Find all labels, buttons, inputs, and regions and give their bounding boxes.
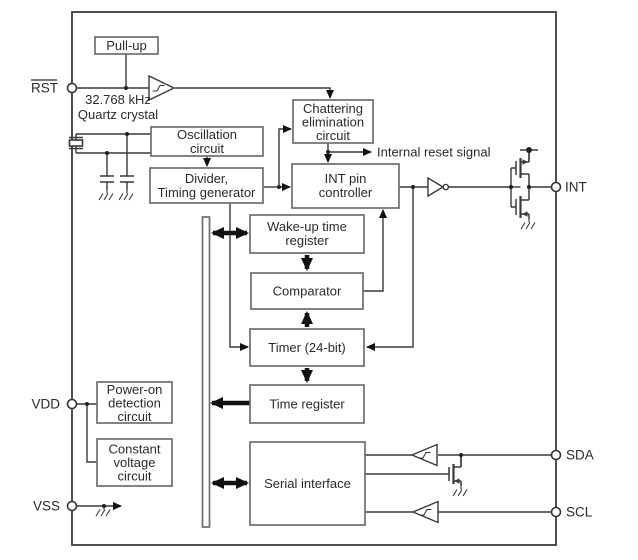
divider-label-2: Timing generator <box>157 185 256 200</box>
wakeup-label-2: register <box>285 233 329 248</box>
wakeup-label-1: Wake-up time <box>267 219 347 234</box>
block-time-register <box>250 385 364 423</box>
block-wakeup-time-register <box>250 215 364 253</box>
oscillation-label-2: circuit <box>190 141 224 156</box>
pin-rst <box>31 80 77 96</box>
crystal-name-label: Quartz crystal <box>77 107 159 122</box>
oscillation-label-1: Oscillation <box>177 127 237 142</box>
ground-icon <box>453 486 467 496</box>
block-oscillation-circuit <box>151 127 263 156</box>
rst-pin-label: RST <box>31 80 58 96</box>
internal-reset-signal-label: Internal reset signal <box>377 144 491 160</box>
constant-voltage-label-1: Constant <box>108 441 161 457</box>
pin-vss <box>33 499 77 514</box>
power-on-label-2: detection <box>108 395 161 411</box>
crystal-frequency-label: 32.768 kHz <box>85 92 151 107</box>
nmos-transistor-icon <box>511 187 529 219</box>
pin-scl <box>552 505 593 520</box>
int-output-cmos-stage <box>511 150 535 229</box>
sda-open-drain-nmos-icon <box>449 455 467 496</box>
block-divider-timing-generator <box>150 168 263 203</box>
pmos-transistor-icon <box>511 150 529 187</box>
block-power-on-detection <box>97 382 172 424</box>
int-controller-label-1: INT pin <box>324 171 367 186</box>
int-pin-label: INT <box>565 179 587 195</box>
rst-schmitt-buffer-icon <box>149 76 174 100</box>
output-inverter-icon <box>428 178 448 196</box>
scl-pin-label: SCL <box>566 504 593 520</box>
time-register-label: Time register <box>269 396 345 412</box>
scl-input-buffer-icon <box>413 502 438 523</box>
chattering-label-2: elimination <box>301 114 365 130</box>
block-int-pin-controller <box>292 164 399 208</box>
divider-label-1: Divider, <box>184 171 229 186</box>
sda-input-buffer-icon <box>412 445 437 466</box>
ground-icon <box>521 219 535 229</box>
ground-icon <box>119 190 133 200</box>
power-on-label-3: circuit <box>117 409 152 424</box>
serial-interface-label: Serial interface <box>264 476 351 491</box>
block-pullup <box>95 37 158 54</box>
power-on-label-1: Power-on <box>106 382 163 397</box>
block-comparator <box>251 273 363 309</box>
timer-label: Timer (24-bit) <box>268 340 346 355</box>
block-serial-interface <box>250 442 365 525</box>
data-bus <box>203 217 210 527</box>
block-chattering-elimination <box>293 100 373 143</box>
constant-voltage-label-3: circuit <box>117 468 152 484</box>
pin-sda <box>552 448 594 463</box>
block-constant-voltage <box>97 439 172 486</box>
chattering-label-3: circuit <box>316 128 350 143</box>
vss-pin-label: VSS <box>32 498 60 514</box>
comparator-label: Comparator <box>272 283 342 299</box>
pin-vdd <box>31 397 76 412</box>
sda-pin-label: SDA <box>566 447 594 463</box>
vdd-pin-label: VDD <box>31 396 60 412</box>
constant-voltage-label-2: voltage <box>113 455 156 470</box>
ground-icon <box>99 190 113 200</box>
block-timer-24bit <box>250 329 364 366</box>
pullup-label: Pull-up <box>106 38 147 53</box>
chattering-label-1: Chattering <box>303 101 363 116</box>
int-controller-label-2: controller <box>318 185 373 200</box>
